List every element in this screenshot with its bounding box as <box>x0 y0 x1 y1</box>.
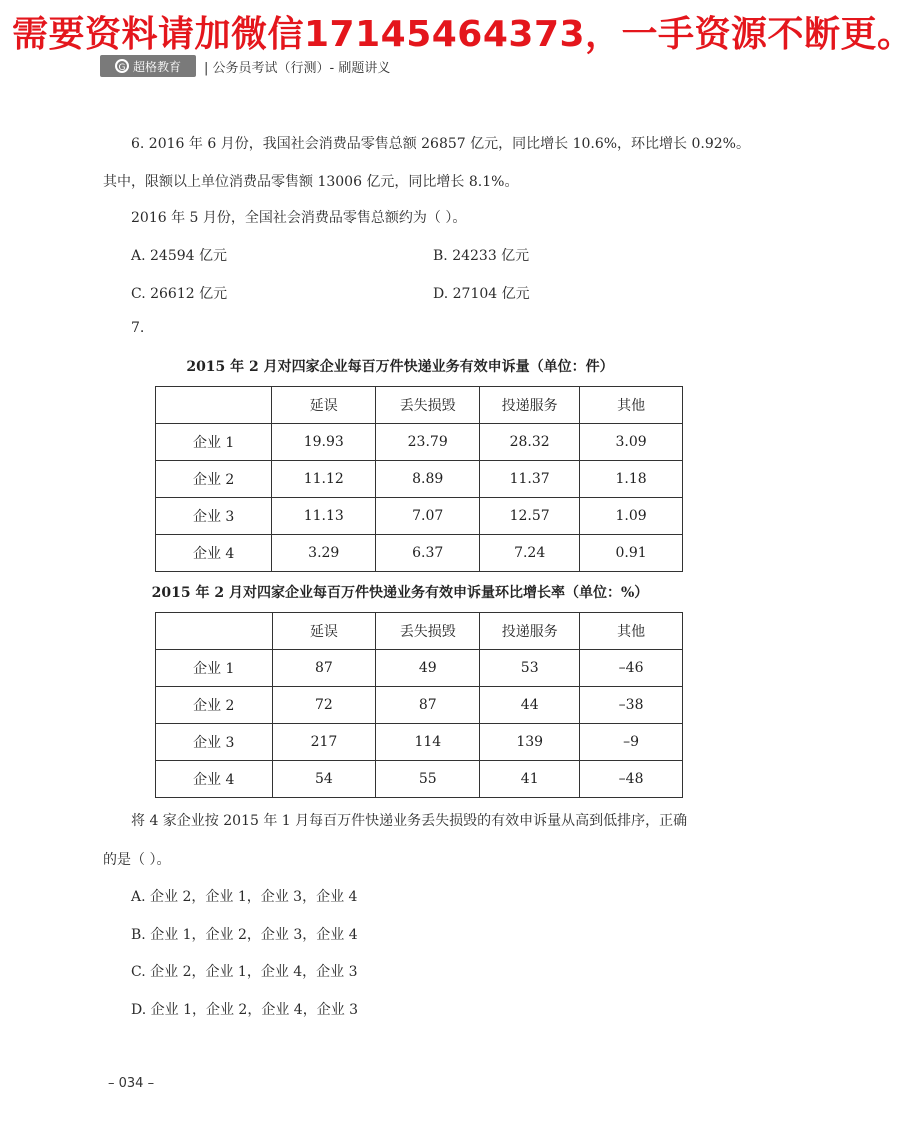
table-cell: 12.57 <box>480 498 580 535</box>
table-header-cell: 延误 <box>272 387 376 424</box>
table-cell: 6.37 <box>376 535 480 572</box>
logo-text: 超格教育 <box>132 59 181 74</box>
table-cell: 28.32 <box>480 424 580 461</box>
table-cell: 44 <box>480 687 580 724</box>
table-cell: –38 <box>580 687 683 724</box>
q6-option-d: D. 27104 亿元 <box>433 286 530 302</box>
table-cell: 11.37 <box>480 461 580 498</box>
table-cell: 49 <box>376 650 480 687</box>
table-cell: 72 <box>272 687 376 724</box>
table-cell: 55 <box>376 761 480 798</box>
table-cell: 114 <box>376 724 480 761</box>
q6-option-a: A. 24594 亿元 <box>131 248 227 264</box>
q7-option-a: A. 企业 2，企业 1，企业 3，企业 4 <box>131 889 358 905</box>
table-cell: 1.18 <box>580 461 683 498</box>
table-cell: 1.09 <box>580 498 683 535</box>
table-row <box>156 461 683 498</box>
table-cell: 3.29 <box>272 535 376 572</box>
table-cell: 217 <box>272 724 376 761</box>
table-cell: 企业 1 <box>156 424 272 461</box>
table-header-cell: 投递服务 <box>480 613 580 650</box>
table-cell: 19.93 <box>272 424 376 461</box>
table-cell: 8.89 <box>376 461 480 498</box>
q6-stem-line2: 其中，限额以上单位消费品零售额 13006 亿元，同比增长 8.1%。 <box>103 174 519 190</box>
logo-icon: G <box>115 59 129 73</box>
table-header-row <box>156 387 683 424</box>
table1-title: 2015 年 2 月对四家企业每百万件快递业务有效申诉量（单位：件） <box>186 359 614 375</box>
table-header-row <box>156 613 683 650</box>
page-number: – 034 – <box>108 1076 155 1091</box>
table-cell: 企业 2 <box>156 687 273 724</box>
table-header-cell <box>156 387 272 424</box>
table-row <box>156 724 683 761</box>
q7-stem-line1: 将 4 家企业按 2015 年 1 月每百万件快递业务丢失损毁的有效申诉量从高到低排序，正确 <box>131 813 688 829</box>
table-cell: 3.09 <box>580 424 683 461</box>
table-header-cell: 丢失损毁 <box>376 387 480 424</box>
table-cell: 0.91 <box>580 535 683 572</box>
table-row <box>156 424 683 461</box>
table-cell: 7.24 <box>480 535 580 572</box>
table-cell: 7.07 <box>376 498 480 535</box>
table-cell: 53 <box>480 650 580 687</box>
table-cell: 41 <box>480 761 580 798</box>
brand-header <box>100 54 390 78</box>
q7-stem-line2: 的是（ ）。 <box>103 852 171 868</box>
table-row <box>156 687 683 724</box>
complaints-table <box>155 386 683 572</box>
table-cell: 企业 1 <box>156 650 273 687</box>
q7-number: 7. <box>131 320 145 336</box>
table-cell: –48 <box>580 761 683 798</box>
table-cell: 11.12 <box>272 461 376 498</box>
table2-title: 2015 年 2 月对四家企业每百万件快递业务有效申诉量环比增长率（单位：%） <box>151 585 649 601</box>
course-title: | 公务员考试（行测）- 刷题讲义 <box>204 60 391 76</box>
table-cell: –46 <box>580 650 683 687</box>
table-header-cell: 延误 <box>272 613 376 650</box>
table-header-cell: 其他 <box>580 387 683 424</box>
table-cell: 企业 4 <box>156 761 273 798</box>
brand-logo <box>100 55 196 77</box>
table-header-cell: 丢失损毁 <box>376 613 480 650</box>
table-header-cell: 其他 <box>580 613 683 650</box>
q7-option-b: B. 企业 1，企业 2，企业 3，企业 4 <box>131 927 358 943</box>
table-cell: 23.79 <box>376 424 480 461</box>
table-header-cell: 投递服务 <box>480 387 580 424</box>
table-cell: –9 <box>580 724 683 761</box>
table-cell: 企业 2 <box>156 461 272 498</box>
table-cell: 企业 3 <box>156 498 272 535</box>
table-cell: 139 <box>480 724 580 761</box>
q6-option-c: C. 26612 亿元 <box>131 286 228 302</box>
table-cell: 87 <box>272 650 376 687</box>
q7-option-c: C. 企业 2，企业 1，企业 4，企业 3 <box>131 964 358 980</box>
watermark-banner: 需要资料请加微信17145464373，一手资源不断更。 <box>12 14 914 55</box>
table-row <box>156 535 683 572</box>
q6-question: 2016 年 5 月份，全国社会消费品零售总额约为（ ）。 <box>131 210 467 226</box>
table-cell: 企业 4 <box>156 535 272 572</box>
q6-stem-line1: 6. 2016 年 6 月份，我国社会消费品零售总额 26857 亿元，同比增长 10.6%，环比增长 0.92%。 <box>131 136 750 152</box>
table-cell: 企业 3 <box>156 724 273 761</box>
table-row <box>156 761 683 798</box>
table-row <box>156 650 683 687</box>
table-cell: 54 <box>272 761 376 798</box>
table-row <box>156 498 683 535</box>
table-cell: 11.13 <box>272 498 376 535</box>
q6-option-b: B. 24233 亿元 <box>433 248 530 264</box>
table-header-cell <box>156 613 273 650</box>
q7-option-d: D. 企业 1，企业 2，企业 4，企业 3 <box>131 1002 359 1018</box>
growth-rate-table <box>155 612 683 798</box>
table-cell: 87 <box>376 687 480 724</box>
